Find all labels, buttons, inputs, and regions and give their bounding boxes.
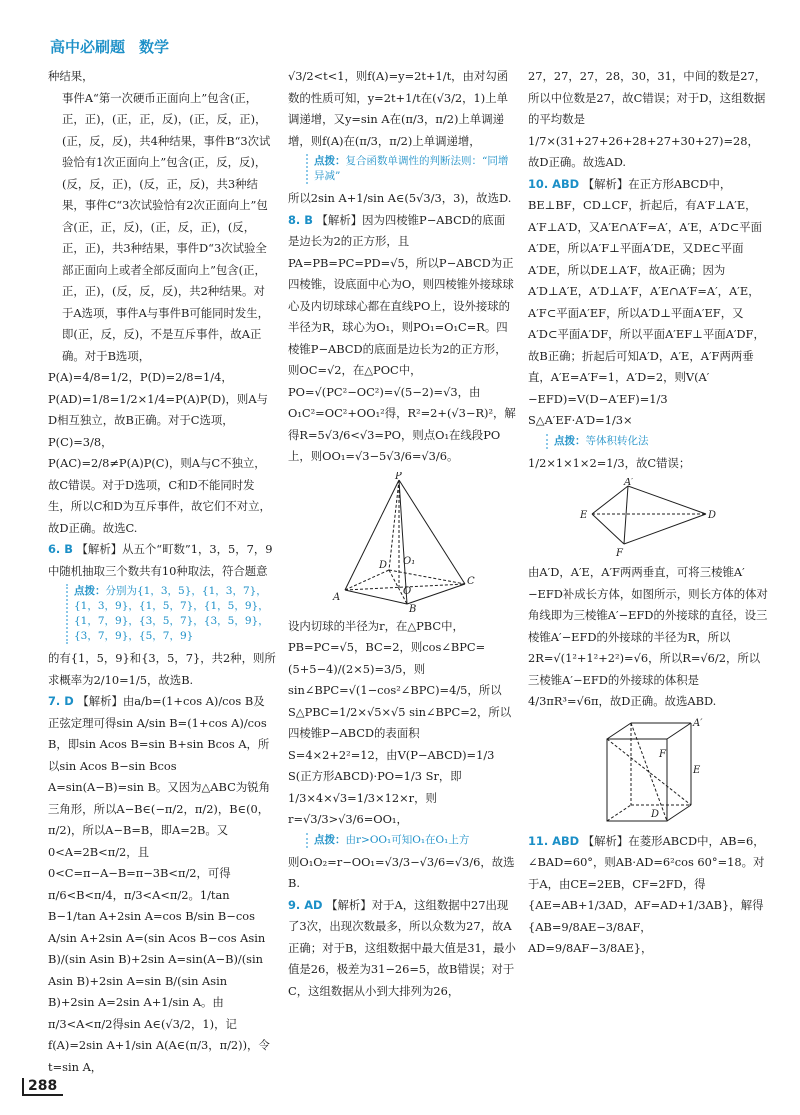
q7-end: 所以2sin A+1/sin A∈(5√3/3，3)，故选D.: [288, 191, 512, 205]
hint-text: 分别为{1，3，5}，{1，3，7}，{1，3，9}，{1，5，7}，{1，5，9}，{1，7，9}，{3，5，7}，{3，5，9}，{3，7，9}，{5，7，9}: [74, 585, 269, 642]
question-7: [48, 691, 276, 1078]
question-10: [528, 174, 768, 432]
hint-tag: 点拨：: [314, 833, 346, 846]
q6-body: 【解析】从五个“町数”1，3，5，7，9中随机抽取三个数共有10种取法，符合题意: [48, 542, 273, 578]
q7-body: 【解析】由a/b=(1+cos A)/cos B及正弦定理可得sin A/sin B=(1+cos A)/cos B，即sin Acos B=sin B+sin Bcos A，所以sin Acos B−sin Bcos A=sin(A−B)=sin B。又因为△ABC为锐角三角形，所以A−B∈(−π/2，π/2)，B∈(0，π/2)，所以A−B=B，即A=2B。又0<A=2B<π/2，且0<C=π−A−B=π−3B<π/2，可得π/6<B<π/4，π/3<A<π/2。1/tan B−1/tan A+2sin A=cos B/sin B−cos A/sin A+2sin A=(sin Acos B−cos Asin B)/(sin Asin B)+2sin A=sin(A−B)/(sin Asin B)+2sin A=sin B/(sin Asin B)+2sin A=2sin A+1/sin A。由π/3<A<π/2得sin A∈(√3/2，1)，记f(A)=2sin A+1/sin A(A∈(π/3，π/2))，令t=sin A，: [48, 694, 271, 1074]
label-E: E: [580, 510, 588, 521]
subject-title: 数学: [139, 38, 170, 56]
q10-body3: 由A′D，A′E，A′F两两垂直，可将三棱锥A′−EFD补成长方体，如图所示，则长方体的体对角线即为三棱锥A′−EFD的外接球的直径，设三棱锥A′−EFD的外接球的半径为R，所以2R=√(1²+1²+2²)=√6，所以R=√6/2，所以三棱锥A′−EFD的外接球的体积是4/3πR³=√6π，故D正确。故选ABD.: [528, 565, 768, 708]
column-2: [288, 66, 516, 1002]
q9-head: 9. AD: [288, 897, 323, 912]
page-number: 288: [22, 1078, 63, 1096]
q6-head: 6. B: [48, 542, 73, 556]
label-B: B: [409, 603, 417, 612]
q10-head: 10. ABD: [528, 176, 580, 191]
question-8: [288, 210, 516, 468]
q10-body2: 1/2×1×1×2=1/3，故C错误；: [528, 455, 691, 470]
question-9: [288, 895, 516, 1003]
q8-tail: 则O₁O₂=r−OO₁=√3/3−√3/6=√3/6，故选B.: [288, 854, 515, 890]
q8-body2: 设内切球的半径为r，在△PBC中，PB=PC=√5，BC=2，则cos∠BPC=(5+5−4)/(2×5)=3/5，则sin∠BPC=√(1−cos²∠BPC)=4/5，所以S△PBC=1/2×√5×√5 sin∠BPC=2，所以四棱锥P−ABCD的表面积S=4×2+2²=12，由V(P−ABCD)=1/3 S(正方形ABCD)·PO=1/3 Sr，即1/3×4×√3=1/3×12×r，则r=√3/3>√3/6=OO₁，: [288, 618, 512, 826]
q8-body: 【解析】因为四棱锥P−ABCD的底面是边长为2的正方形，且PA=PB=PC=PD=√5，所以P−ABCD为正四棱锥，设底面中心为O，则四棱锥外接球球心及内切球球心都在直线PO上，设外接球的半径为R，球心为O₁，则PO₁=O₁C=R。四棱锥P−ABCD的底面是边长为2的正方形，则OC=√2，在△POC中，PO=√(PC²−OC²)=√(5−2)=√3，由O₁C²=OC²+OO₁²得，R²=2+(√3−R)²，解得R=5√3/6<√3=PO，则点O₁在线段PO上，则OO₁=√3−5√3/6=√3/6。: [288, 212, 516, 463]
q11-body: 【解析】在菱形ABCD中，AB=6，∠BAD=60°，则AB·AD=6²cos 60°=18。对于A，由CE=2EB，CF=2FD，得{AE=AB+1/3AD，AF=AD+1/3AB}，解得{AB=9/8AE−3/8AF，AD=9/8AF−3/8AE}，: [528, 833, 765, 955]
q7-hint: [306, 154, 516, 184]
hint-text: 复合函数单调性的判断法则：“同增异减”: [314, 155, 509, 182]
label-A-prime: A′: [624, 478, 634, 488]
para: √3/2<t<1，则f(A)=y=2t+1/t，由对勾函数的性质可知，y=2t+1/t在(√3/2，1)上单调递增，又y=sin A在(π/3，π/2)上单调递增，则f(A)在(π/3，π/2)上单调递增，: [288, 69, 509, 148]
label-O1: O₁: [403, 555, 416, 567]
column-3: [528, 66, 768, 960]
label-F: F: [616, 548, 623, 558]
para: P(A)=4/8=1/2，P(D)=2/8=1/4，P(AD)=1/8=1/2×1/4=P(A)P(D)，则A与D相互独立，故B正确。对于C选项，P(C)=3/8，: [48, 370, 268, 449]
label-O: O: [403, 585, 412, 597]
q6-tail: 的有{1，5，9}和{3，5，7}，共2种，则所求概率为2/10=1/5，故选B.: [48, 651, 276, 687]
question-6: [48, 539, 276, 582]
label-C: C: [467, 575, 475, 587]
label-A-prime: A′: [693, 717, 703, 729]
q10-hint: [546, 434, 768, 449]
book-title: 高中必刷题: [50, 38, 126, 56]
q8-hint: [306, 833, 516, 848]
label-P: P: [395, 471, 402, 482]
q7-head: 7. D: [48, 694, 74, 708]
hint-text: 由r>OO₁可知O₁在O₁上方: [345, 833, 470, 846]
column-1: [48, 66, 276, 1078]
q9-body: 【解析】对于A，这组数据中27出现了3次，出现次数最多，所以众数为27，故A正确；对于B，这组数据中最大值是31，最小值是26，极差为31−26=5，故B错误；对于C，这组数据从小到大排列为26，: [288, 897, 516, 998]
tetrahedron-figure: [578, 478, 718, 558]
q10-body: 【解析】在正方形ABCD中，BE⊥BF，CD⊥CF，折起后，有A′F⊥A′E，A′F⊥A′D，又A′E∩A′F=A′，A′E，A′D⊂平面A′DE，所以A′F⊥平面A′DE，又DE⊂平面A′DE，所以DE⊥A′F，故A正确；因为A′D⊥A′E，A′D⊥A′F，A′E∩A′F=A′，A′E，A′F⊂平面A′EF，所以A′D⊥平面A′EF，又A′D⊂平面A′DF，所以平面A′EF⊥平面A′DF，故B正确；折起后可知A′D，A′E，A′F两两垂直，A′E=A′F=1，A′D=2，则V(A′−EFD)=V(D−A′EF)=1/3 S△A′EF·A′D=1/3×: [528, 176, 765, 427]
q11-head: 11. ABD: [528, 833, 580, 848]
hint-tag: 点拨：: [74, 585, 106, 597]
label-D: D: [708, 510, 717, 521]
pyramid-figure: [327, 472, 477, 612]
hint-tag: 点拨：: [554, 434, 586, 447]
label-E: E: [693, 764, 701, 776]
q8-head: 8. B: [288, 212, 313, 227]
header: [50, 36, 169, 57]
label-D: D: [651, 808, 660, 820]
q9-continued: 27，27，27，28，30，31，中间的数是27，所以中位数是27，故C错误；对于D，这组数据的平均数是1/7×(31+27+26+28+27+30+27)=28，故D正确。故选AD.: [528, 69, 767, 169]
para: P(AC)=2/8≠P(A)P(C)，则A与C不独立，故C错误。对于D选项，C和D不能同时发生，所以C和D为互斥事件，故它们不对立，故D正确。故选C.: [48, 456, 271, 535]
para: 种结果，: [48, 69, 94, 83]
q6-hint: [66, 584, 276, 644]
box-figure: [593, 717, 703, 827]
label-D: D: [379, 559, 388, 571]
question-11: [528, 831, 768, 960]
hint-text: 等体积转化法: [585, 434, 649, 447]
label-F: F: [659, 748, 666, 760]
para: 事件A“第一次硬币正面向上”包含(正，正，正)，(正，正，反)，(正，反，正)，(正，反，反)，共4种结果，事件B“3次试验恰有1次正面向上”包含(正，反，反)，(反，反，正)，(反，正，反)，共3种结果，事件C“3次试验恰有2次正面向上”包含(正，正，反)，(正，反，正)，(反，正，正)，共3种结果，事件D“3次试验全部正面向上或者全部反面向上”包含(正，正，正)，(反，反，反)，共2种结果。对于A选项，事件A与事件B可能同时发生，即(正，反，反)，不是互斥事件，故A正确。对于B选项，: [62, 90, 271, 363]
hint-tag: 点拨：: [314, 155, 346, 167]
label-A: A: [333, 591, 341, 603]
